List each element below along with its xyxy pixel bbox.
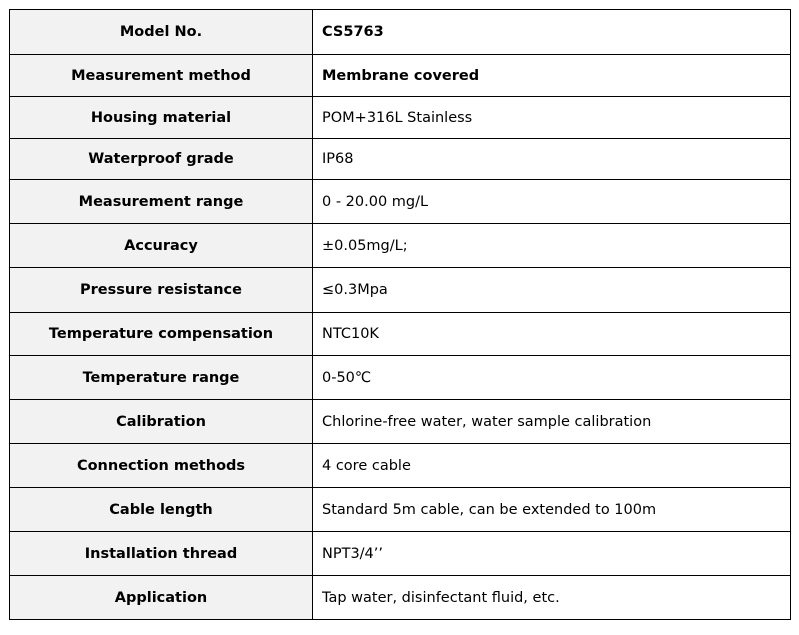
row-label: Measurement method bbox=[10, 55, 313, 97]
table-row bbox=[10, 488, 791, 532]
table-row bbox=[10, 10, 791, 55]
table-row bbox=[10, 55, 791, 97]
row-label: Installation thread bbox=[10, 532, 313, 576]
row-value: Chlorine-free water, water sample calibration bbox=[313, 400, 791, 444]
row-value: CS5763 bbox=[313, 10, 791, 55]
row-value: 4 core cable bbox=[313, 444, 791, 488]
table-row bbox=[10, 532, 791, 576]
table-row bbox=[10, 180, 791, 224]
table-row bbox=[10, 400, 791, 444]
row-label: Temperature compensation bbox=[10, 313, 313, 356]
table-row bbox=[10, 139, 791, 180]
specification-table bbox=[9, 9, 791, 620]
row-label: Model No. bbox=[10, 10, 313, 55]
row-value: NPT3/4’’ bbox=[313, 532, 791, 576]
table-row bbox=[10, 576, 791, 620]
row-label: Measurement range bbox=[10, 180, 313, 224]
row-label: Application bbox=[10, 576, 313, 620]
row-value: Membrane covered bbox=[313, 55, 791, 97]
row-label: Connection methods bbox=[10, 444, 313, 488]
table-row bbox=[10, 97, 791, 139]
table-row bbox=[10, 444, 791, 488]
row-label: Temperature range bbox=[10, 356, 313, 400]
row-value: Tap water, disinfectant fluid, etc. bbox=[313, 576, 791, 620]
row-value: NTC10K bbox=[313, 313, 791, 356]
table-row bbox=[10, 268, 791, 313]
table-row bbox=[10, 313, 791, 356]
table-row bbox=[10, 224, 791, 268]
row-value: ±0.05mg/L; bbox=[313, 224, 791, 268]
table-row bbox=[10, 356, 791, 400]
row-value: IP68 bbox=[313, 139, 791, 180]
row-label: Calibration bbox=[10, 400, 313, 444]
row-value: Standard 5m cable, can be extended to 100m bbox=[313, 488, 791, 532]
row-value: POM+316L Stainless bbox=[313, 97, 791, 139]
row-label: Housing material bbox=[10, 97, 313, 139]
row-label: Cable length bbox=[10, 488, 313, 532]
row-value: 0-50℃ bbox=[313, 356, 791, 400]
row-label: Pressure resistance bbox=[10, 268, 313, 313]
row-label: Accuracy bbox=[10, 224, 313, 268]
row-value: ≤0.3Mpa bbox=[313, 268, 791, 313]
row-value: 0 - 20.00 mg/L bbox=[313, 180, 791, 224]
row-label: Waterproof grade bbox=[10, 139, 313, 180]
